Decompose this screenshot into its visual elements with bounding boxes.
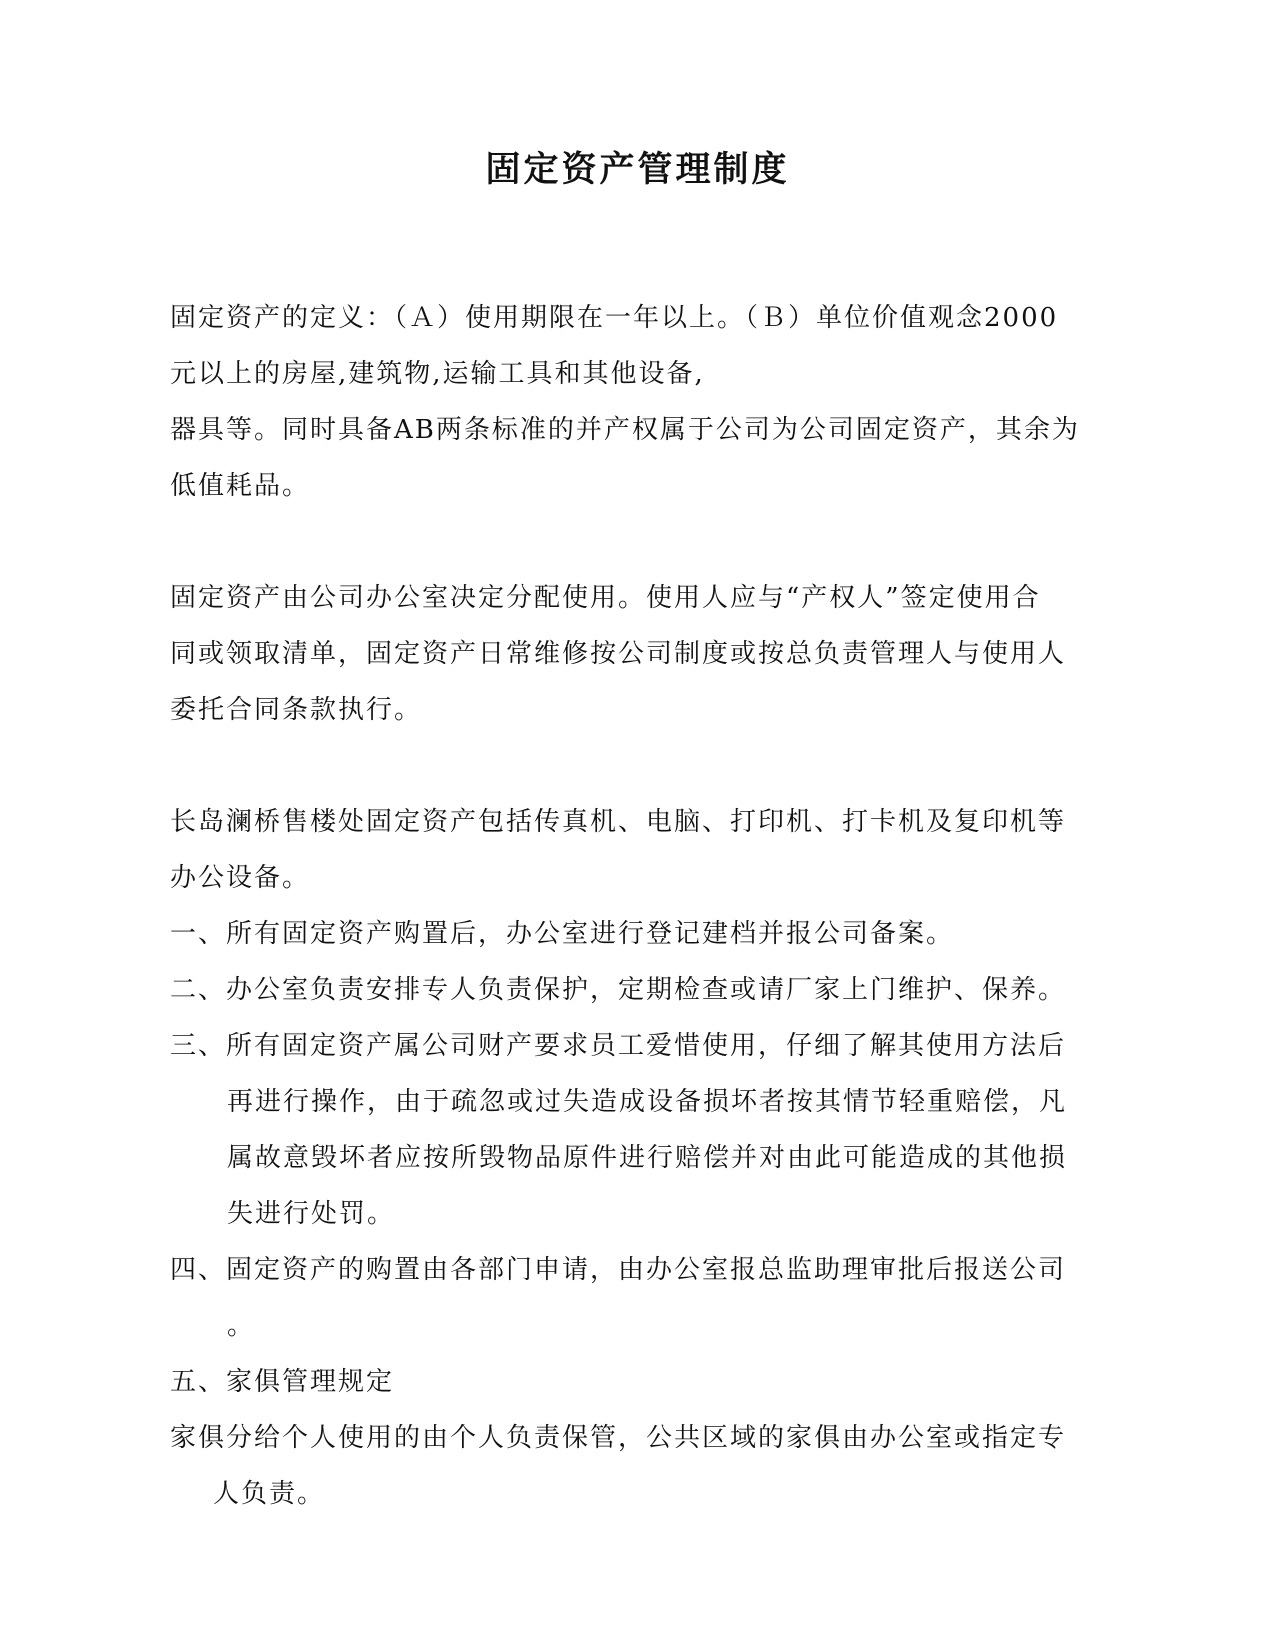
list-item-3-continuation: 属故意毁坏者应按所毁物品原件进行赔偿并对由此可能造成的其他损 — [227, 1143, 1068, 1173]
paragraph-continuation: 人负责。 — [213, 1479, 326, 1509]
document-title: 固定资产管理制度 — [485, 149, 790, 190]
list-item-4-continuation: 。 — [227, 1311, 256, 1341]
paragraph-line: 同或领取清单，固定资产日常维修按公司制度或按总负责管理人与使用人 — [170, 639, 1067, 669]
paragraph-line: 低值耗品。 — [170, 471, 311, 501]
list-item-5: 五、家俱管理规定 — [170, 1367, 395, 1397]
paragraph-line: 办公设备。 — [170, 863, 311, 893]
paragraph-line: 固定资产的定义：（Ａ）使用期限在一年以上。（Ｂ）单位价值观念2000 — [170, 303, 1059, 333]
paragraph-line: 委托合同条款执行。 — [170, 695, 423, 725]
list-item-3-continuation: 再进行操作，由于疏忽或过失造成设备损坏者按其情节轻重赔偿，凡 — [227, 1087, 1068, 1117]
list-item-3-continuation: 失进行处罚。 — [227, 1199, 396, 1229]
paragraph-line: 器具等。同时具备AB两条标准的并产权属于公司为公司固定资产，其余为 — [170, 415, 1080, 445]
list-item-1: 一、所有固定资产购置后，办公室进行登记建档并报公司备案。 — [170, 919, 955, 949]
paragraph-gap — [170, 738, 1100, 794]
paragraph-line: 元以上的房屋,建筑物,运输工具和其他设备, — [170, 359, 705, 389]
document-body — [170, 290, 1100, 1522]
list-item-4: 四、固定资产的购置由各部门申请，由办公室报总监助理审批后报送公司 — [170, 1255, 1067, 1285]
list-item-3: 三、所有固定资产属公司财产要求员工爱惜使用，仔细了解其使用方法后 — [170, 1031, 1067, 1061]
paragraph-line: 固定资产由公司办公室决定分配使用。使用人应与“产权人”签定使用合 — [170, 583, 1041, 613]
paragraph-line: 长岛澜桥售楼处固定资产包括传真机、电脑、打印机、打卡机及复印机等 — [170, 807, 1067, 837]
paragraph-line: 家俱分给个人使用的由个人负责保管，公共区域的家俱由办公室或指定专 — [170, 1423, 1067, 1453]
list-item-2: 二、办公室负责安排专人负责保护，定期检查或请厂家上门维护、保养。 — [170, 975, 1067, 1005]
paragraph-gap — [170, 514, 1100, 570]
